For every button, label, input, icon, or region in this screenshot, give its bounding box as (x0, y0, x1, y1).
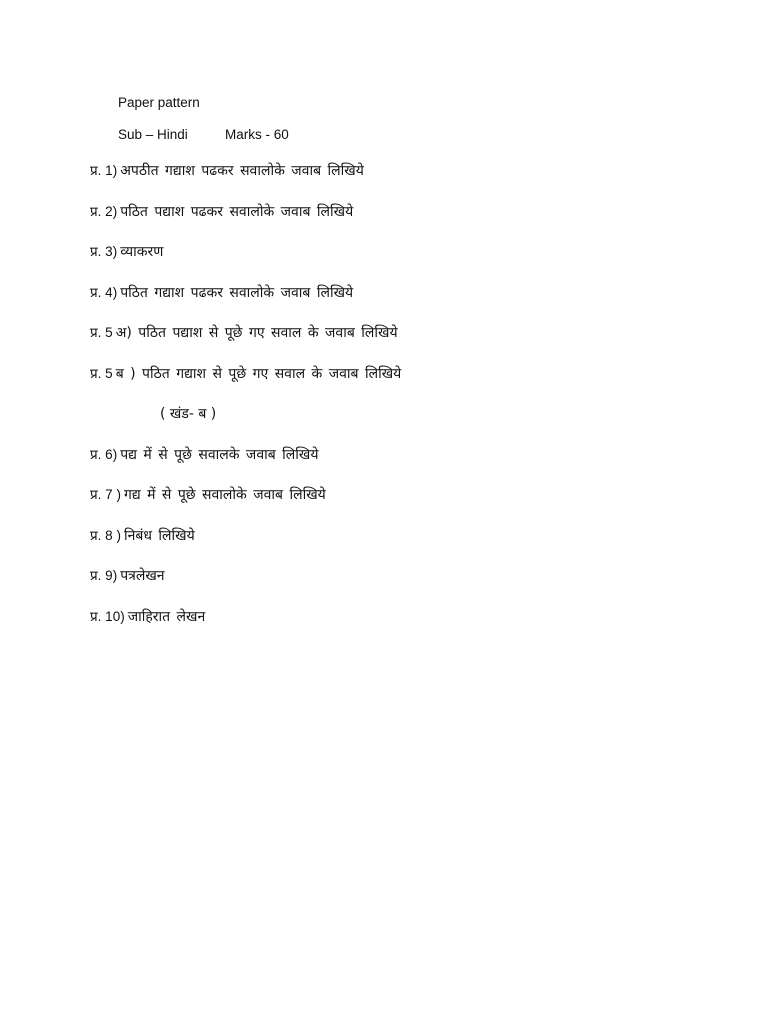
question-text: निबंध लिखिये (123, 527, 195, 544)
question-item (90, 485, 730, 526)
question-list (90, 161, 730, 647)
question-text: पठित पद्याश पढकर सवालोके जवाब लिखिये (120, 203, 354, 220)
question-number: प्र. 1) (90, 163, 118, 178)
section-label: ( खंड- ब ) (160, 406, 217, 422)
question-text: गद्य में से पूछे सवालोके जवाब लिखिये (123, 487, 326, 503)
question-number: प्र. 4) (90, 284, 118, 300)
question-text: पद्य में से पूछे सवालके जवाब लिखिये (120, 446, 319, 463)
question-number: प्र. 6) (90, 446, 118, 462)
question-item (90, 364, 730, 405)
question-number: प्र. 2) (90, 203, 118, 219)
question-number: प्र. 5 (90, 365, 113, 381)
question-item (90, 242, 730, 283)
question-text: पत्रलेखन (120, 568, 165, 584)
question-item (90, 566, 730, 607)
subject-label: Sub – Hindi (118, 127, 188, 142)
question-item (90, 161, 730, 202)
question-text: पठित गद्याश पढकर सवालोके जवाब लिखिये (120, 284, 354, 301)
question-item (90, 202, 730, 243)
question-number: प्र. 10) (90, 608, 125, 624)
question-text: व्याकरण (120, 244, 164, 260)
question-item (90, 283, 730, 324)
question-text: जाहिरात लेखन (127, 608, 206, 625)
question-number: प्र. 9) (90, 568, 118, 583)
question-number: प्र. 3) (90, 244, 118, 259)
question-item (90, 607, 730, 648)
question-text: अ) पठित पद्याश से पूछे गए सवाल के जवाब लिखिये (115, 325, 398, 341)
question-number: प्र. 8 ) (90, 527, 121, 543)
question-item (90, 445, 730, 486)
question-number: प्र. 7 ) (90, 487, 121, 502)
question-number: प्र. 5 (90, 325, 113, 340)
marks-label: Marks - 60 (225, 127, 289, 142)
paper-title: Paper pattern (118, 95, 200, 110)
question-text: अपठीत गद्याश पढकर सवालोके जवाब लिखिये (120, 163, 364, 179)
question-text: ब ) पठित गद्याश से पूछे गए सवाल के जवाब लिखिये (115, 365, 402, 382)
question-item (90, 526, 730, 567)
question-item (90, 323, 730, 364)
